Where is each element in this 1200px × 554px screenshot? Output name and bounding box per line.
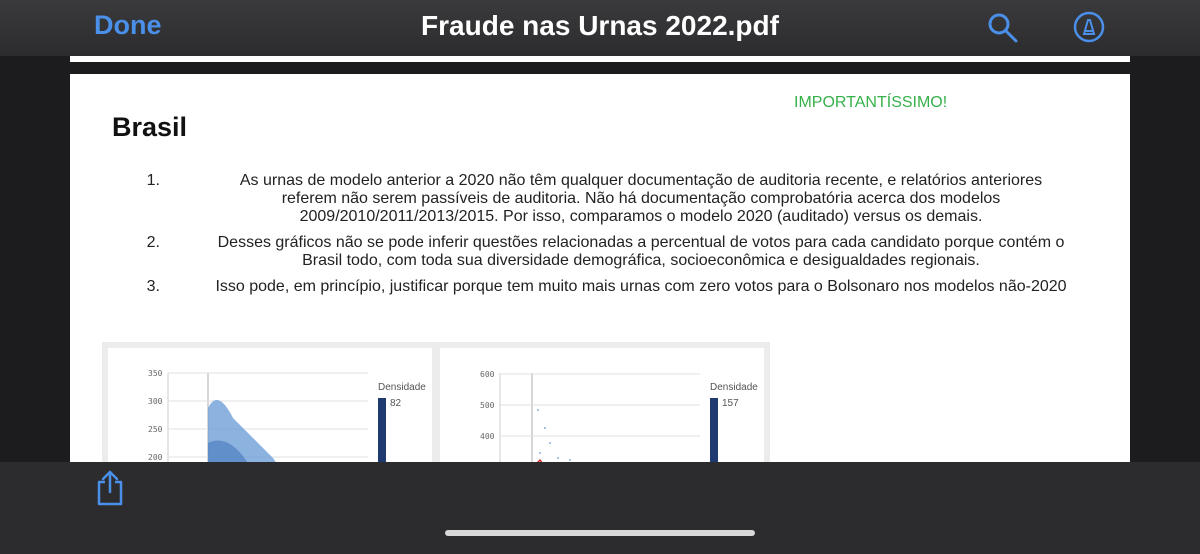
list-item: 1. As urnas de modelo anterior a 2020 não têm qualquer documentação de auditoria recente, e relatórios anteriores referem não serem passíveis de auditoria. Não há documentação comprobatória acerca dos modelos 2009/2010/2011/2013/2015. Por isso, comparamos o modelo 2020 (auditado) versus os demais. bbox=[146, 172, 1043, 225]
list-item: 3. Isso pode, em princípio, justificar porque tem muito mais urnas com zero votos para o Bolsonaro nos modelos não-2020 bbox=[146, 278, 1067, 295]
bottom-toolbar bbox=[0, 462, 1200, 554]
done-button[interactable]: Done bbox=[94, 10, 162, 40]
previous-page-edge bbox=[70, 56, 1130, 62]
home-indicator[interactable] bbox=[445, 530, 755, 536]
share-icon[interactable] bbox=[94, 470, 126, 506]
numbered-list bbox=[100, 172, 1110, 304]
markup-pen-icon[interactable] bbox=[1072, 10, 1106, 44]
y-tick-label: 250 bbox=[148, 425, 163, 434]
pdf-page bbox=[70, 74, 1130, 474]
y-tick-label: 600 bbox=[480, 370, 495, 379]
y-tick-label: 300 bbox=[148, 397, 163, 406]
search-icon[interactable] bbox=[985, 10, 1019, 44]
scatter-chart-left bbox=[108, 348, 432, 474]
y-tick-label: 500 bbox=[480, 401, 495, 410]
list-item: 2. Desses gráficos não se pode inferir questões relacionadas a percentual de votos para cada candidato porque contém o Brasil todo, com toda sua diversidade demográfica, socioeconômica e desigualdades regionais. bbox=[146, 234, 1065, 269]
important-callout: IMPORTANTÍSSIMO! bbox=[794, 94, 948, 111]
legend-max: 82 bbox=[390, 398, 402, 409]
y-tick-label: 200 bbox=[148, 453, 163, 462]
y-tick-label: 350 bbox=[148, 369, 163, 378]
document-title: Fraude nas Urnas 2022.pdf bbox=[421, 10, 779, 41]
legend-max: 157 bbox=[722, 398, 739, 409]
y-tick-label: 400 bbox=[480, 432, 495, 441]
scatter-chart-right bbox=[440, 348, 764, 474]
legend-title: Densidade bbox=[710, 382, 758, 393]
chart-panel bbox=[102, 342, 770, 474]
legend-title: Densidade bbox=[378, 382, 426, 393]
section-heading: Brasil bbox=[112, 112, 188, 142]
top-toolbar bbox=[0, 0, 1200, 56]
